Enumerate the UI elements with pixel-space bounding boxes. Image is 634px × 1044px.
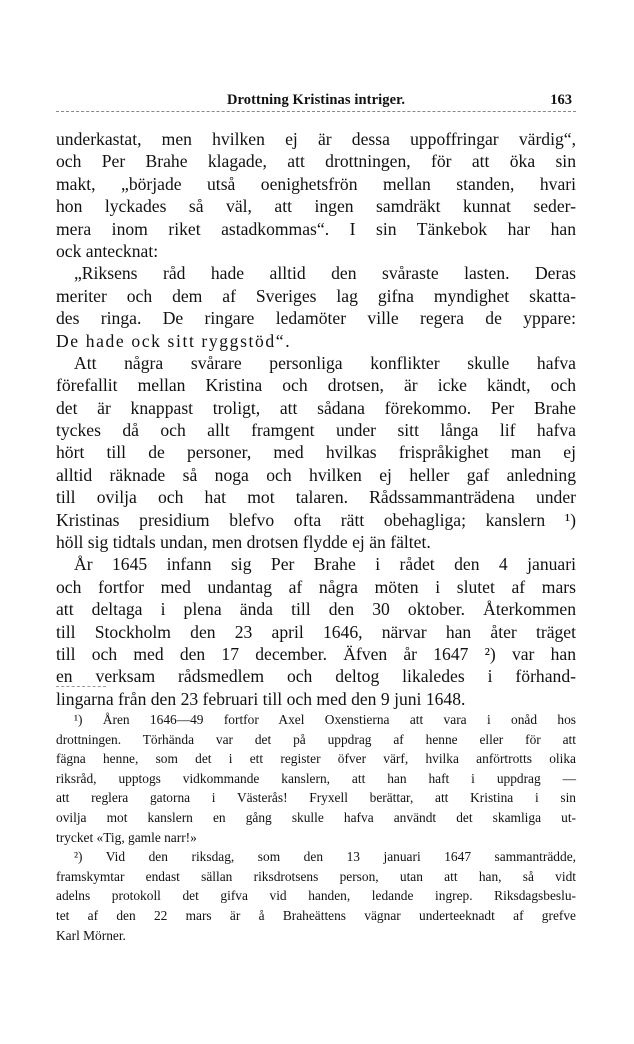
footnote-line: tet af den 22 mars är å Braheättens vägnar underteeknadt af grefve [56, 907, 576, 923]
quote-line: des ringa. De ringare ledamöter ville regera de yppare: [56, 308, 576, 329]
body-line: Att några svårare personliga konflikter skulle hafva [74, 352, 576, 373]
body-line: och fortfor med undantag af några möten i slutet af mars [56, 576, 576, 597]
body-line: höll sig tidtals undan, men drotsen flydde ej än fältet. [56, 532, 431, 553]
footnote-divider [56, 686, 106, 687]
footnote-line: framskymtar endast sällan riksdrotsens person, utan att han, så vidt [56, 868, 576, 884]
body-line: till Stockholm den 23 april 1646, närvar han åter träget [56, 621, 576, 642]
footnote-line: adelns protokoll det gifva vid handen, ledande ingrep. Riksdagsbeslu- [56, 888, 576, 904]
quote-line: De hade ock sitt ryggstöd“. [56, 330, 292, 351]
body-line: makt, „började utså oenighetsfrön mellan standen, hvari [56, 173, 576, 194]
footnote-line: Karl Mörner. [56, 927, 126, 943]
running-title: Drottning Kristinas intriger. [226, 92, 406, 108]
footnotes [56, 710, 576, 945]
body-line: År 1645 infann sig Per Brahe i rådet den 4 januari [74, 554, 576, 575]
body-line: tyckes då och allt framgent under sitt långa lif hafva [56, 420, 576, 441]
body-line: mera inom riket astadkommas“. I sin Tänkebok har han [56, 218, 576, 239]
body-line: till ovilja och hat mot talaren. Rådssammanträdena under [56, 487, 576, 508]
body-line: hon lyckades så väl, att ingen samdräkt kunnat seder- [56, 196, 576, 217]
footnote-line: riksråd, upptogs vidkommande kanslern, att han haft i uppdrag — [56, 770, 576, 786]
body-line: alltid räknade så noga och hvilken ej heller gaf anledning [56, 464, 576, 485]
body-line: lingarna från den 23 februari till och med den 9 juni 1648. [56, 688, 466, 709]
body-line: det är knappast troligt, att sådana förekommo. Per Brahe [56, 397, 576, 418]
footnote-line: fägna henne, som det i ett register öfver värf, hvilka anförtrotts olika [56, 751, 576, 767]
body-line: underkastat, men hvilken ej är dessa uppoffringar värdig“, [56, 129, 576, 149]
body-line: att deltaga i plena ända till den 30 oktober. Återkommen [56, 599, 576, 620]
body-line: och Per Brahe klagade, att drottningen, för att öka sin [56, 151, 576, 172]
body-line: Kristinas presidium blefvo ofta rätt obehagliga; kanslern ¹) [56, 509, 576, 530]
footnote-line: ²) Vid den riksdag, som den 13 januari 1647 sammanträdde, [74, 849, 576, 865]
footnote-line: ¹) Åren 1646—49 fortfor Axel Oxenstierna att vara i onåd hos [74, 712, 576, 727]
quote-line: „Riksens råd hade alltid den svåraste lasten. Deras [74, 263, 576, 284]
body-line: hört till de personer, med hvilkas frispråkighet man ej [56, 442, 576, 463]
page-number: 163 [550, 92, 572, 108]
body-line: förefallit mellan Kristina och drotsen, är icke kändt, och [56, 375, 576, 396]
body-line: ock antecknat: [56, 240, 159, 261]
header-rule [56, 111, 576, 112]
running-header [56, 92, 576, 114]
footnote-line: att reglera gatorna i Västerås! Fryxell berättar, att Kristina i sin [56, 790, 576, 806]
footnote-line: trycket «Tig, gamle narr!» [56, 829, 197, 845]
footnote-line: ovilja mot kanslern en gång skulle hafva användt det skamliga ut- [56, 809, 576, 825]
body-text [56, 128, 576, 710]
quote-line: meriter och dem af Sveriges lag gifna myndighet skatta- [56, 285, 576, 306]
body-line: en verksam rådsmedlem och deltog likaledes i förhand- [56, 666, 576, 687]
body-line: till och med den 17 december. Äfven år 1647 ²) var han [56, 643, 576, 664]
footnote-line: drottningen. Törhända var det på uppdrag af henne eller för att [56, 731, 576, 747]
